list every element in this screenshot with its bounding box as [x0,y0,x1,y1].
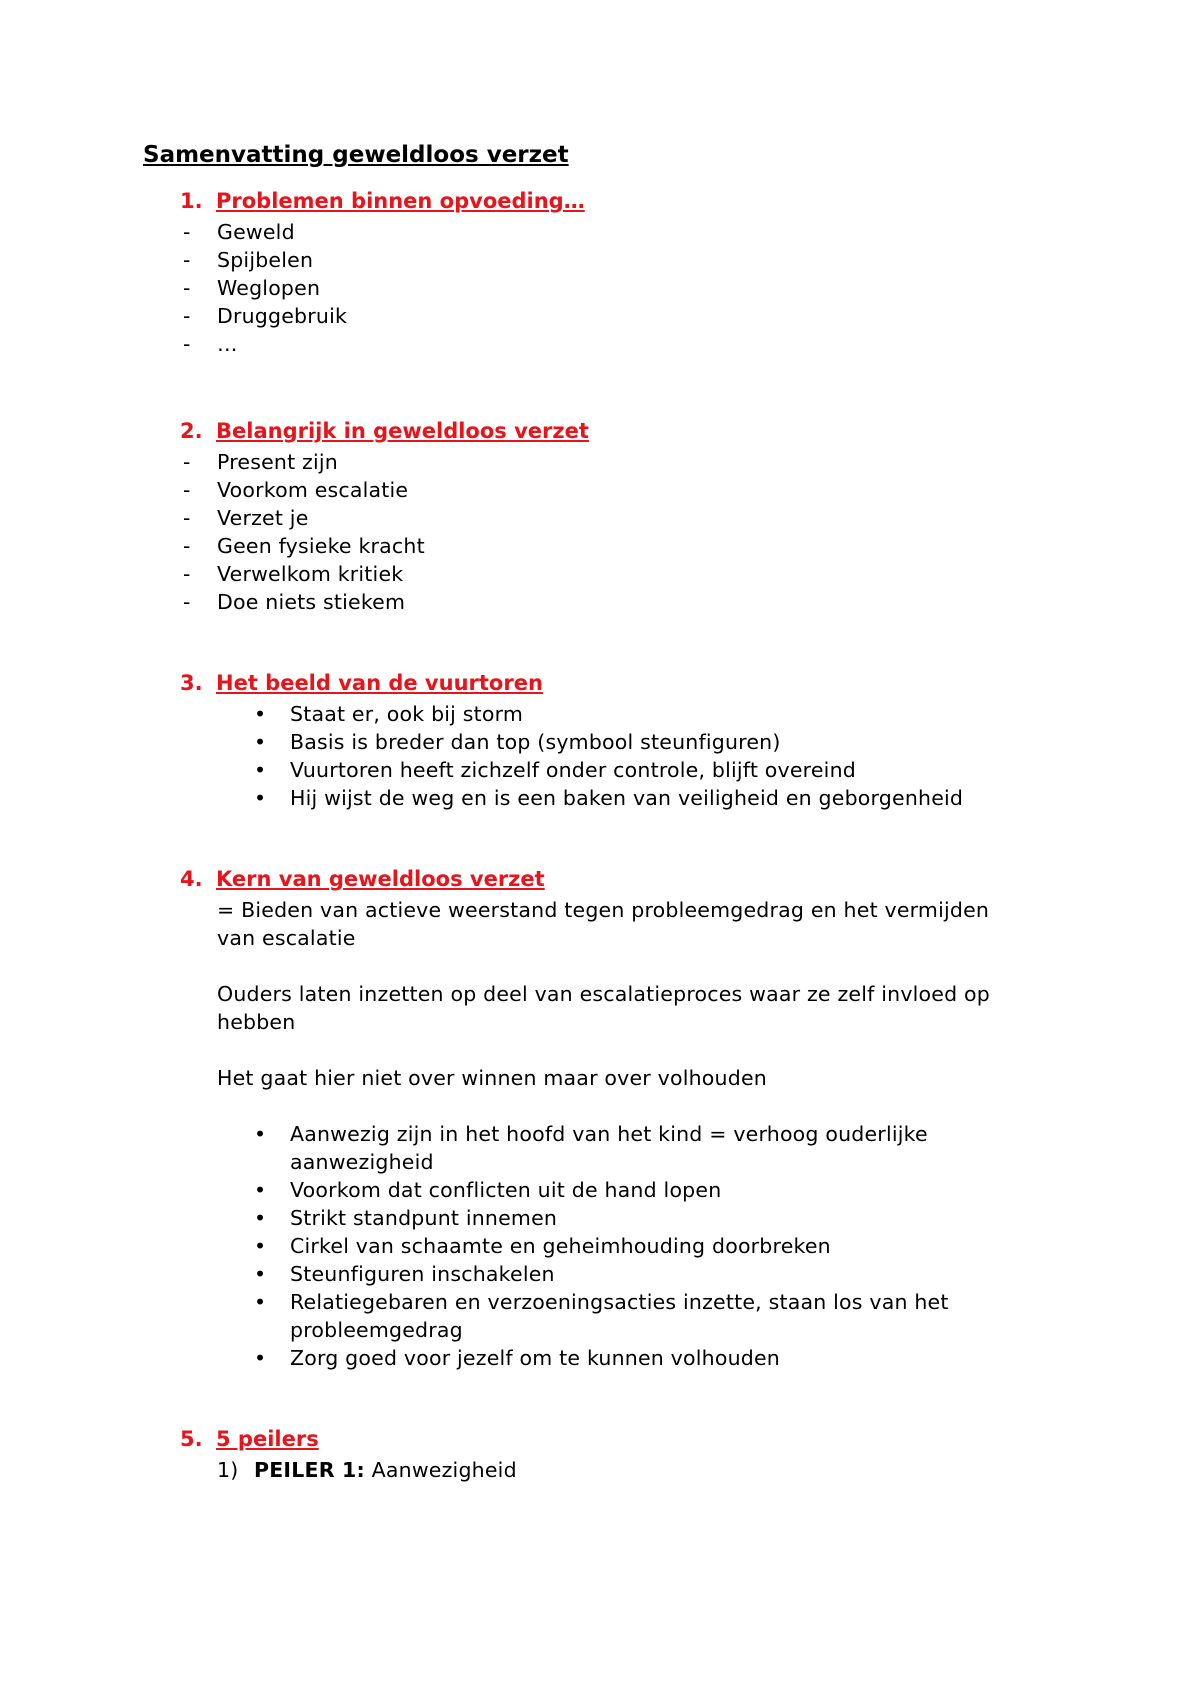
list-item [183,504,309,532]
numbered-item [217,1456,517,1484]
bullet-item-text: Cirkel van schaamte en geheimhouding doorbreken [290,1234,831,1258]
bullet-marker: • [254,702,267,726]
bullet-marker: • [254,1178,267,1202]
section-title: Het beeld van de vuurtoren [216,671,543,695]
paragraph-line: van escalatie [217,926,356,950]
list-item [183,532,425,560]
bullet-item [254,700,523,728]
bullet-item-continuation: aanwezigheid [290,1150,434,1174]
paragraph-line: Ouders laten inzetten op deel van escalatieproces waar ze zelf invloed op [217,982,990,1006]
list-item [183,560,403,588]
section-number: 5. [180,1427,203,1451]
section-3-heading [180,671,543,695]
bullet-item-text: Vuurtoren heeft zichzelf onder controle, blijft overeind [290,758,856,782]
section-1-heading [180,189,585,213]
dash-marker: - [183,590,191,614]
dash-marker: - [183,534,191,558]
bullet-item-continuation: probleemgedrag [290,1318,463,1342]
bullet-item-text: Hij wijst de weg en is een baken van veiligheid en geborgenheid [290,786,964,810]
dash-marker: - [183,276,191,300]
bullet-marker: • [254,1290,267,1314]
section-title: Kern van geweldloos verzet [216,867,545,891]
bullet-item [254,1344,780,1372]
list-item-text: Spijbelen [217,248,314,272]
list-item [183,330,238,358]
dash-marker: - [183,478,191,502]
section-number: 1. [180,189,203,213]
list-item-text: Geweld [217,220,295,244]
dash-marker: - [183,562,191,586]
section-number: 3. [180,671,203,695]
section-number: 2. [180,419,203,443]
list-item-text: Verzet je [217,506,309,530]
bullet-marker: • [254,786,267,810]
dash-marker: - [183,332,191,356]
bullet-marker: • [254,758,267,782]
bullet-item-text: Staat er, ook bij storm [290,702,524,726]
dash-marker: - [183,450,191,474]
dash-marker: - [183,506,191,530]
bullet-item-text: Voorkom dat conflicten uit de hand lopen [290,1178,722,1202]
list-item [183,218,295,246]
list-item [183,302,347,330]
list-item [183,448,338,476]
list-item-text: Doe niets stiekem [217,590,406,614]
bullet-item [254,1176,721,1204]
bullet-marker: • [254,1346,267,1370]
bullet-item-text: Relatiegebaren en verzoeningsacties inzette, staan los van het [290,1290,949,1314]
section-5-heading [180,1427,319,1451]
bullet-item [254,1260,555,1288]
paragraph-line: Het gaat hier niet over winnen maar over volhouden [217,1066,767,1090]
list-item-text: Druggebruik [217,304,348,328]
list-item-text: Voorkom escalatie [217,478,409,502]
bullet-marker: • [254,1262,267,1286]
bullet-item [254,728,781,756]
section-title: Belangrijk in geweldloos verzet [216,419,589,443]
bullet-marker: • [254,1122,267,1146]
bullet-item [254,1204,557,1232]
bullet-item [254,1120,928,1148]
bullet-item-text: Strikt standpunt innemen [290,1206,558,1230]
bullet-item-text: Steunfiguren inschakelen [290,1262,555,1286]
bullet-item-text: Aanwezig zijn in het hoofd van het kind = verhoog ouderlijke [290,1122,928,1146]
peiler-label: PEILER 1: [254,1458,365,1482]
dash-marker: - [183,304,191,328]
section-title: 5 peilers [216,1427,319,1451]
dash-marker: - [183,220,191,244]
list-item-text: Verwelkom kritiek [217,562,404,586]
document-title: Samenvatting geweldloos verzet [143,142,569,168]
list-item-text: Present zijn [217,450,338,474]
list-item [183,246,313,274]
list-item [183,476,408,504]
paragraph-line: = Bieden van actieve weerstand tegen probleemgedrag en het vermijden [217,898,990,922]
bullet-item [254,756,856,784]
bullet-item [254,1232,831,1260]
bullet-item-text: Basis is breder dan top (symbool steunfiguren) [290,730,781,754]
list-item [183,274,320,302]
section-4-heading [180,867,545,891]
paragraph-line: hebben [217,1010,296,1034]
bullet-marker: • [254,730,267,754]
section-2-heading [180,419,589,443]
number-marker: 1) [217,1458,239,1482]
bullet-item-text: Zorg goed voor jezelf om te kunnen volhouden [290,1346,780,1370]
section-number: 4. [180,867,203,891]
bullet-item [254,1288,949,1316]
list-item-text: Geen fysieke kracht [217,534,425,558]
list-item [183,588,405,616]
list-item-text: … [217,332,238,356]
list-item-text: Weglopen [217,276,321,300]
peiler-text: Aanwezigheid [371,1458,517,1482]
bullet-marker: • [254,1206,267,1230]
section-title: Problemen binnen opvoeding… [216,189,585,213]
dash-marker: - [183,248,191,272]
bullet-marker: • [254,1234,267,1258]
bullet-item [254,784,963,812]
